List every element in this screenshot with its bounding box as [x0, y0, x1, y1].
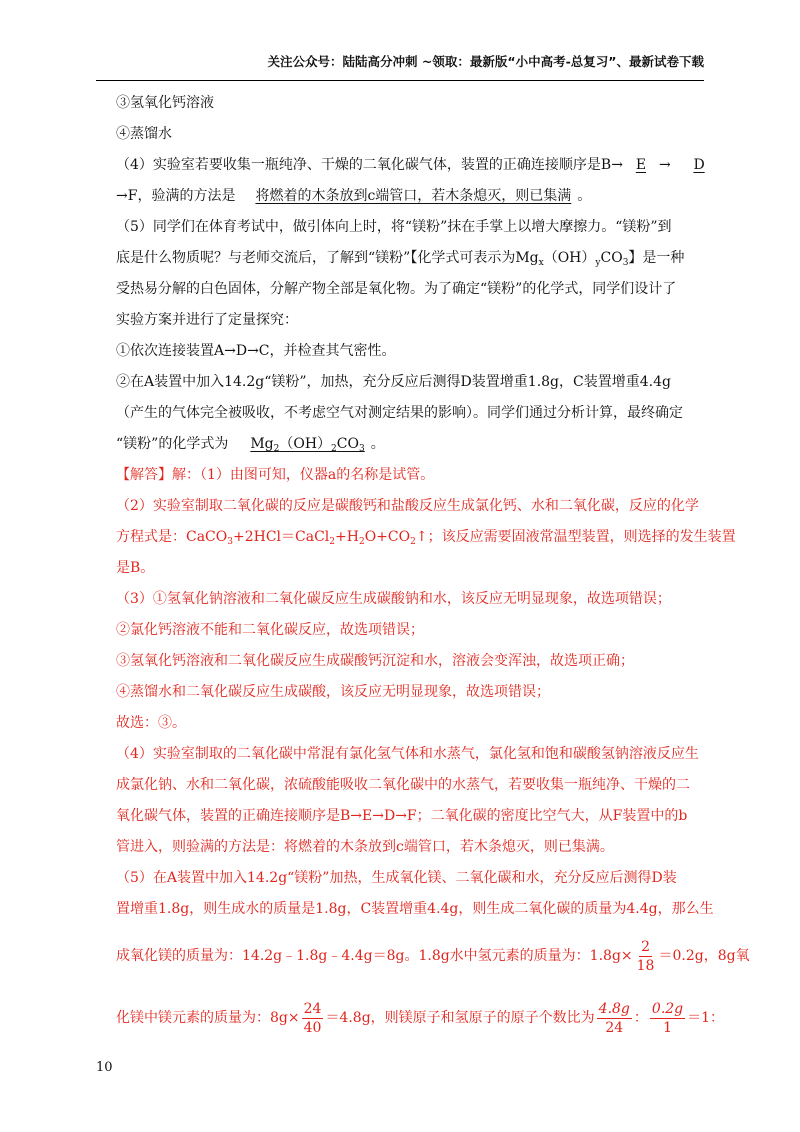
answer-line-13: 管进入，则验满的方法是：将燃着的木条放到c端管口，若木条熄灭，则已集满。 [116, 839, 614, 855]
question-4-line-1: （4）实验室若要收集一瓶纯净、干燥的二氧化碳气体，装置的正确连接顺序是B→ E → D [116, 150, 706, 181]
answer-line-1: 【解答】解：（1）由图可知，仪器a的名称是试管。 [116, 467, 435, 483]
fraction-24-over-40: $\frac{24}{40}$ [303, 1000, 322, 1036]
page-header: 关注公众号：陆陆高分冲刺 ~领取：最新版“小中高考-总复习”、最新试卷下载 [267, 54, 704, 69]
answer-line-12: 氧化碳气体，装置的正确连接顺序是B→E→D→F；二氧化碳的密度比空气大，从F装置中的b [116, 808, 688, 824]
answer-line-8: ④蒸馏水和二氧化碳反应生成碳酸，该反应无明显现象，故选项错误； [116, 684, 550, 700]
answer-line-6: ②氯化钙溶液不能和二氧化碳反应，故选项错误； [116, 622, 424, 638]
page-number: 10 [96, 1060, 113, 1075]
question-5-line-2: 底是什么物质呢？与老师交流后，了解到“镁粉”【化学式可表示为$Mg_x(OH)_yCO_3$】是一种 [116, 250, 685, 268]
option-3: ③氢氧化钙溶液 [116, 95, 214, 111]
question-4-line-2: →F，验满的方法是 将燃着的木条放到c端管口，若木条熄灭，则已集满 。 [116, 188, 592, 204]
answer-line-2: （2）实验室制取二氧化碳的反应是碳酸钙和盐酸反应生成氯化钙、水和二氧化碳，反应的化学 [116, 498, 699, 514]
step-2-line-1: ②在A装置中加入14.2g“镁粉”，加热，充分反应后测得D装置增重1.8g，C装置增重4.4g [116, 374, 671, 390]
answer-line-16: 成氧化镁的质量为：14.2g﹣1.8g﹣4.4g＝8g。1.8g水中氢元素的质量为：1.8g× $\frac{2}{18}$ ＝0.2g，8g氧 [116, 938, 750, 974]
answer-line-14: （5）在A装置中加入14.2g“镁粉”加热，生成氧化镁、二氧化碳和水，充分反应后测得D装 [116, 870, 677, 886]
answer-line-17: 化镁中镁元素的质量为：8g× $\frac{24}{40}$ ＝4.8g，则镁原子和氢原子的原子个数比为 $\frac{4.8g}{24}$ ： $\frac{0.2g}{1}$ ＝1： [116, 1000, 725, 1036]
blank-answer-formula: $Mg_2(OH)_2CO_3$ [250, 436, 365, 454]
step-2-line-2: （产生的气体完全被吸收，不考虑空气对测定结果的影响）。同学们通过分析计算，最终确定 [116, 405, 683, 421]
step-1: ①依次连接装置A→D→C，并检查其气密性。 [116, 343, 396, 359]
answer-line-9: 故选：③。 [116, 715, 186, 731]
step-2-line-3: “镁粉”的化学式为 $Mg_2(OH)_2CO_3$ 。 [116, 436, 385, 454]
answer-section [116, 460, 750, 1049]
question-5-line-4: 实验方案并进行了定量探究： [116, 312, 298, 328]
option-4: ④蒸馏水 [116, 126, 172, 142]
blank-answer-e: E [635, 157, 647, 173]
answer-line-15: 置增重1.8g，则生成水的质量是1.8g，C装置增重4.4g，则生成二氧化碳的质量为4.4g，那么生 [116, 901, 714, 917]
document-body [116, 88, 750, 1049]
answer-line-7: ③氢氧化钙溶液和二氧化碳反应生成碳酸钙沉淀和水，溶液会变浑浊，故选项正确； [116, 653, 634, 669]
blank-answer-d: D [693, 157, 705, 173]
fraction-2-over-18: $\frac{2}{18}$ [636, 938, 655, 974]
header-divider [96, 80, 704, 81]
answer-line-4: 是B。 [116, 560, 155, 576]
question-5-line-1: （5）同学们在体育考试中，做引体向上时，将“镁粉”抹在手掌上以增大摩擦力。“镁粉”到 [116, 219, 672, 235]
answer-line-11: 成氯化钠、水和二氧化碳，浓硫酸能吸收二氧化碳中的水蒸气，若要收集一瓶纯净、干燥的二 [116, 777, 690, 793]
answer-line-3: 方程式是：$CaCO_3+2HCl=CaCl_2+H_2O+CO_2↑$；该反应需要固液常温型装置，则选择的发生装置 [116, 529, 736, 547]
fraction-4-8g-over-24: $\frac{4.8g}{24}$ [598, 1000, 630, 1036]
answer-line-5: （3）①氢氧化钠溶液和二氧化碳反应生成碳酸钠和水，该反应无明显现象，故选项错误； [116, 591, 671, 607]
question-5-line-3: 受热易分解的白色固体，分解产物全部是氧化物。为了确定“镁粉”的化学式，同学们设计了 [116, 281, 677, 297]
answer-line-10: （4）实验室制取的二氧化碳中常混有氯化氢气体和水蒸气，氯化氢和饱和碳酸氢钠溶液反应生 [116, 746, 699, 762]
fraction-0-2g-over-1: $\frac{0.2g}{1}$ [651, 1000, 684, 1036]
blank-answer-method: 将燃着的木条放到c端管口，若木条熄灭，则已集满 [255, 188, 572, 204]
